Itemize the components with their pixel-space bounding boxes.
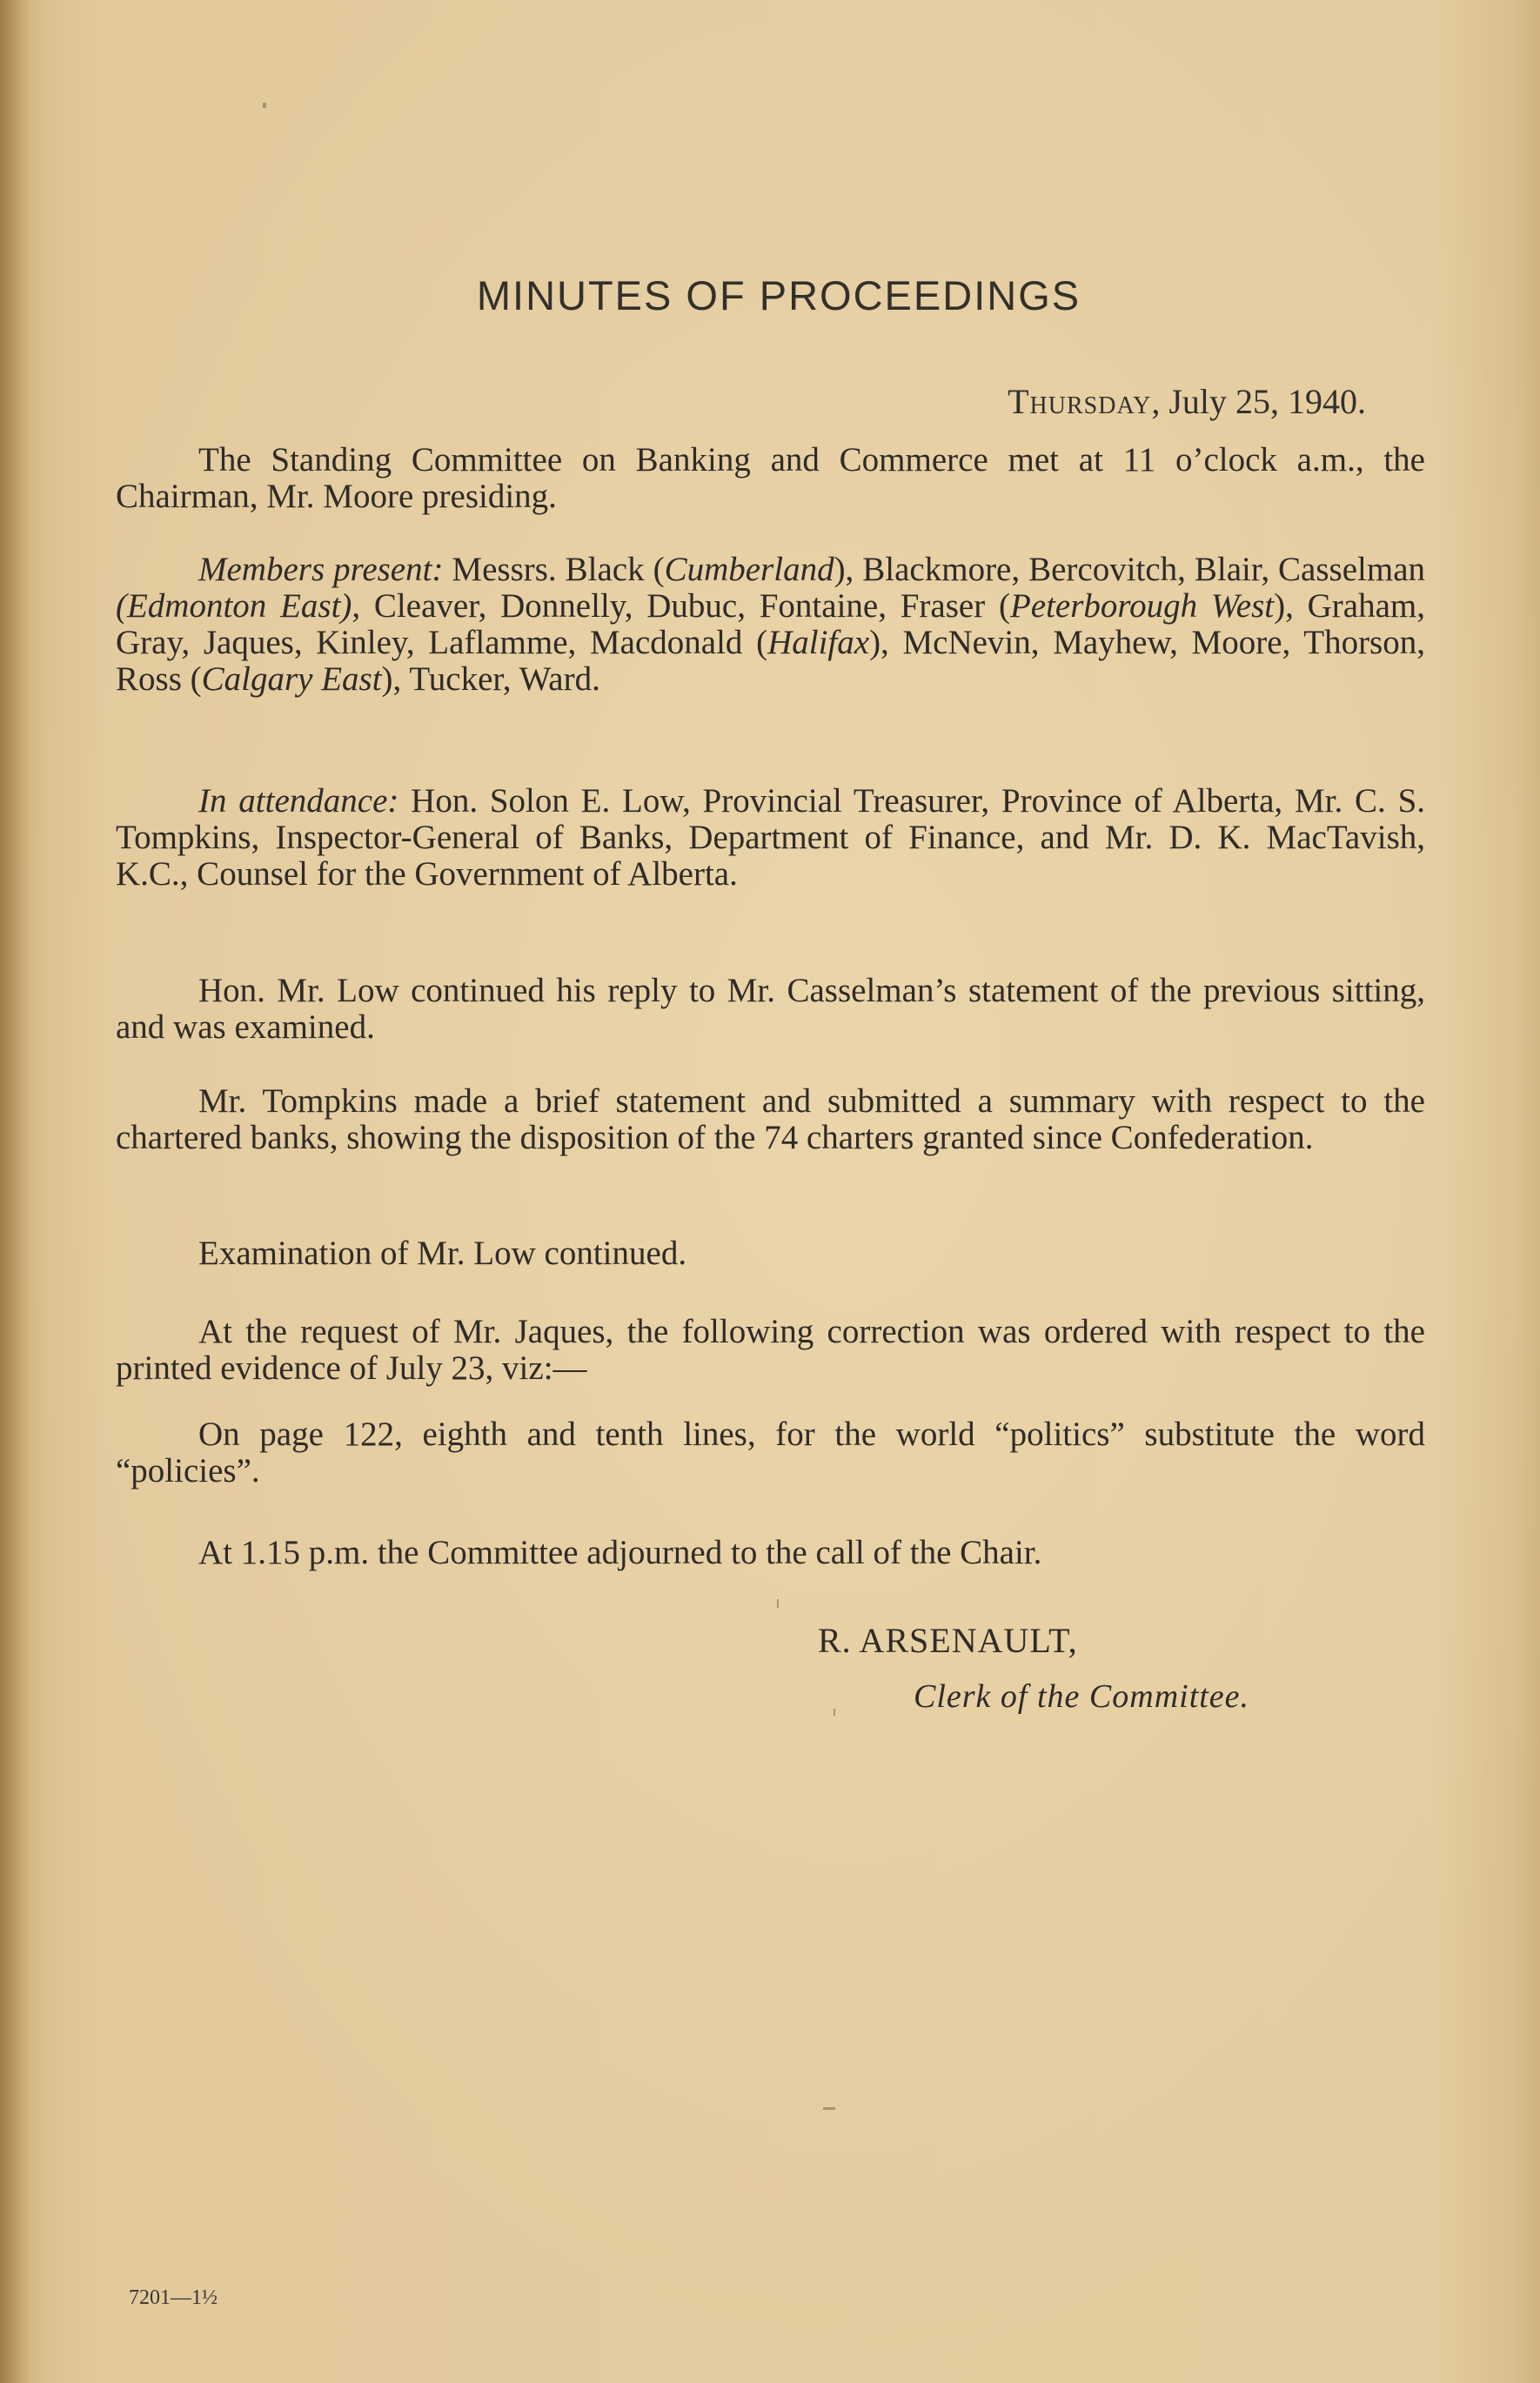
paragraph-examination-continued: Examination of Mr. Low continued. — [198, 1235, 687, 1272]
members-text-6: ), Tucker, Ward. — [381, 660, 600, 698]
riding-peterborough-west: Peterborough West — [1009, 587, 1275, 625]
signature-role: Clerk of the Committee. — [914, 1678, 1250, 1715]
riding-halifax: Halifax — [767, 624, 870, 661]
members-text-1: Messrs. Black ( — [443, 551, 665, 588]
riding-edmonton-east: (Edmonton East) — [116, 587, 352, 625]
signature-name: R. ARSENAULT, — [818, 1621, 1078, 1660]
paper-speck — [777, 1599, 779, 1608]
members-present-label: Members present: — [198, 551, 444, 588]
paragraph-low-reply: Hon. Mr. Low continued his reply to Mr. Casselman’s statement of the previous sitting, and was examined. — [116, 972, 1425, 1046]
page-spine-shadow — [0, 0, 30, 2383]
paragraph-correction-request: At the request of Mr. Jaques, the following correction was ordered with respect to the printed evidence of July 23, viz:— — [116, 1313, 1425, 1387]
in-attendance-label: In attendance: — [198, 782, 399, 820]
members-text-2: ), Blackmore, Bercovitch, Blair, Casselman — [834, 551, 1425, 588]
members-text-4: ), Graham, Gray, Jaques, Kinley, Laflamme, Macdonald ( — [116, 587, 1425, 661]
riding-calgary-east: Calgary East — [201, 660, 382, 698]
paper-speck — [823, 2107, 835, 2110]
paragraph-members-present — [116, 552, 1425, 698]
paragraph-meeting-opened: The Standing Committee on Banking and Commerce met at 11 o’clock a.m., the Chairman, Mr. Moore presiding. — [116, 441, 1425, 515]
riding-cumberland: Cumberland — [664, 551, 834, 588]
paragraph-in-attendance — [116, 783, 1425, 893]
members-text-3: , Cleaver, Donnelly, Dubuc, Fontaine, Fraser ( — [352, 587, 1010, 625]
paragraph-correction-detail: On page 122, eighth and tenth lines, for the world “politics” substitute the word “policies”. — [116, 1416, 1425, 1489]
paragraph-tompkins-statement: Mr. Tompkins made a brief statement and submitted a summary with respect to the chartered banks, showing the disposition of the 74 charters granted since Confederation. — [116, 1082, 1425, 1156]
in-attendance-text: Hon. Solon E. Low, Provincial Treasurer, Province of Alberta, Mr. C. S. Tompkins, Inspector-General of Banks, Department of Finance, and Mr. D. K. MacTavish, K.C., Counsel for the Government of Alberta. — [116, 782, 1426, 893]
members-text-5: ), McNevin, Mayhew, Moore, Thorson, Ross ( — [116, 624, 1425, 698]
document-title: MINUTES OF PROCEEDINGS — [476, 272, 1081, 318]
paper-speck — [263, 103, 266, 108]
dateline — [1008, 381, 1366, 422]
dateline-weekday: Thursday — [1008, 382, 1152, 421]
footer-printer-mark: 7201—1½ — [129, 2286, 218, 2309]
paragraph-adjournment: At 1.15 p.m. the Committee adjourned to the call of the Chair. — [198, 1534, 1042, 1571]
paper-speck — [834, 1709, 835, 1716]
dateline-date: , July 25, 1940. — [1151, 382, 1366, 421]
